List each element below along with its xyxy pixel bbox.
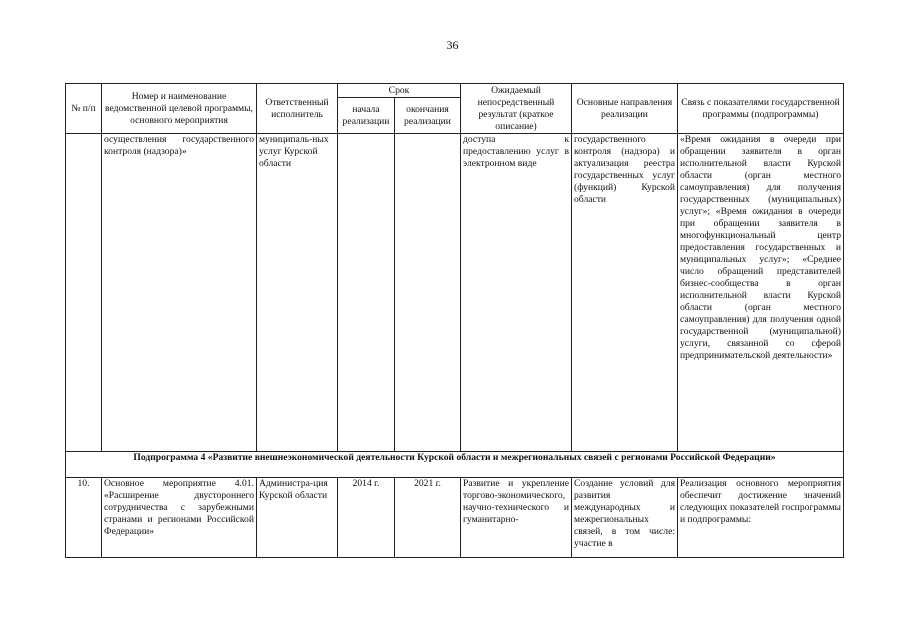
header-start: начала реализации bbox=[338, 98, 395, 134]
row-start bbox=[338, 134, 395, 452]
row-end: 2021 г. bbox=[395, 478, 461, 558]
page-number: 36 bbox=[446, 38, 459, 52]
header-responsible: Ответственный исполнитель bbox=[257, 84, 338, 134]
row-link: «Время ожидания в очереди при обращении заявителя в орган исполнительной власти Курской области (орган местного самоуправления) для получения государственных (муниципальных) услуг»; «Время ожидания в очереди при обращении заявителя в многофункциональный центр предоставления государственных и муниципальных услуг»; «Среднее число обращений представителей бизнес-сообщества в орган исполнительной власти Курской области (орган местного самоуправления) для получения одной государственной (муниципальной) услуги, связанной со сферой предпринимательской деятельности» bbox=[678, 134, 844, 452]
row-result: доступа к предоставлению услуг в электронном виде bbox=[461, 134, 572, 452]
header-name: Номер и наименование ведомственной целевой программы, основного мероприятия bbox=[102, 84, 257, 134]
header-num: № п/п bbox=[66, 84, 102, 134]
table-row bbox=[66, 134, 844, 452]
row-num: 10. bbox=[66, 478, 102, 558]
row-num bbox=[66, 134, 102, 452]
row-name: осуществления государственного контроля (надзора)» bbox=[102, 134, 257, 452]
table-row bbox=[66, 478, 844, 558]
row-link: Реализация основного мероприятия обеспечит достижение значений следующих показателей госпрограммы и подпрограммы: bbox=[678, 478, 844, 558]
row-result: Развитие и укрепление торгово-экономического, научно-технического и гуманитарно- bbox=[461, 478, 572, 558]
header-directions: Основные направления реализации bbox=[572, 84, 678, 134]
row-directions: Создание условий для развития международных и межрегиональных связей, в том числе: участие в bbox=[572, 478, 678, 558]
header-term: Срок bbox=[338, 84, 461, 98]
measures-table bbox=[65, 83, 844, 558]
row-end bbox=[395, 134, 461, 452]
header-end: окончания реализации bbox=[395, 98, 461, 134]
row-directions: государственного контроля (надзора) и актуализация реестра государственных услуг (функций) Курской области bbox=[572, 134, 678, 452]
header-link: Связь с показателями государственной программы (подпрограммы) bbox=[678, 84, 844, 134]
row-name: Основное мероприятие 4.01. «Расширение двустороннего сотрудничества с зарубежными странами и регионами Российской Федерации» bbox=[102, 478, 257, 558]
header-result: Ожидаемый непосредственный результат (краткое описание) bbox=[461, 84, 572, 134]
section-row bbox=[66, 452, 844, 478]
row-responsible: Администра-ция Курской области bbox=[257, 478, 338, 558]
row-start: 2014 г. bbox=[338, 478, 395, 558]
row-responsible: муниципаль-ных услуг Курской области bbox=[257, 134, 338, 452]
section-title: Подпрограмма 4 «Развитие внешнеэкономической деятельности Курской области и межрегиональных связей с регионами Российской Федерации» bbox=[66, 452, 844, 478]
